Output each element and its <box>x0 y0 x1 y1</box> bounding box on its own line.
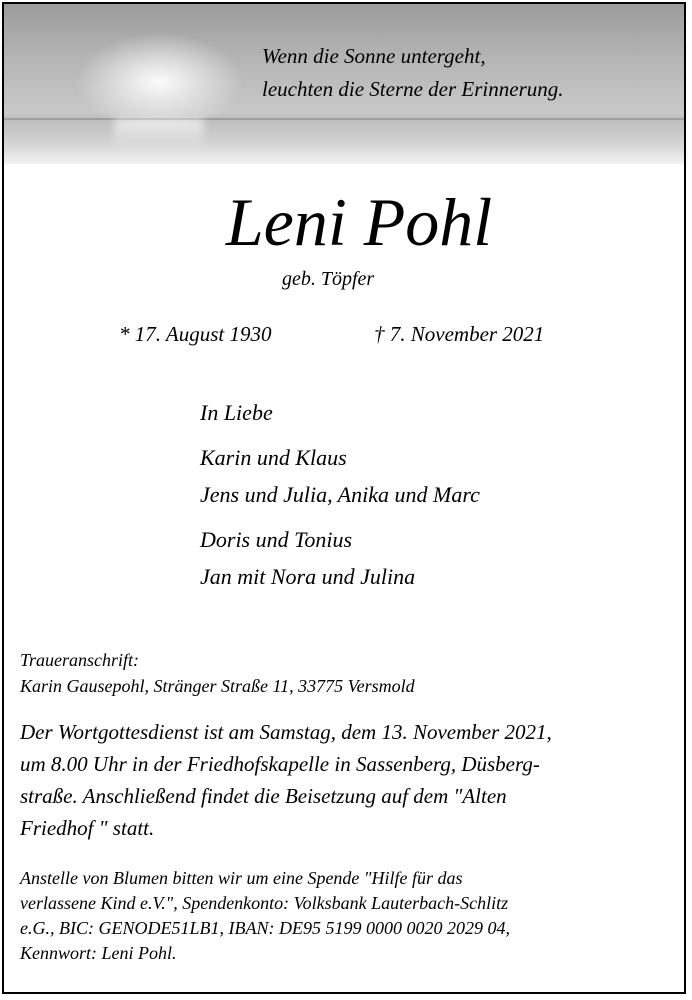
service-notice <box>20 716 676 844</box>
address-label: Traueranschrift: <box>20 650 140 670</box>
family-2-line-1: Doris und Tonius <box>200 527 353 552</box>
donation-line-1: Anstelle von Blumen bitten wir um eine Spende "Hilfe für das <box>20 868 463 888</box>
mourners-list <box>200 394 480 595</box>
service-line-4: Friedhof " statt. <box>20 816 155 840</box>
service-line-2: um 8.00 Uhr in der Friedhofskapelle in Sassenberg, Düsberg- <box>20 752 540 776</box>
family-1-line-2: Jens und Julia, Anika und Marc <box>200 482 480 507</box>
deceased-name: Leni Pohl <box>225 184 493 260</box>
sunset-sea-image <box>4 4 684 164</box>
donation-line-4: Kennwort: Leni Pohl. <box>20 943 177 963</box>
address-value: Karin Gausepohl, Stränger Straße 11, 33775 Versmold <box>20 676 415 696</box>
donation-line-2: verlassene Kind e.V.", Spendenkonto: Volksbank Lauterbach-Schlitz <box>20 893 509 913</box>
quote-line-1: Wenn die Sonne untergeht, <box>262 44 486 68</box>
service-line-3: straße. Anschließend findet die Beisetzung auf dem "Alten <box>20 784 507 808</box>
quote-line-2: leuchten die Sterne der Erinnerung. <box>262 77 564 101</box>
family-2-line-2: Jan mit Nora und Julina <box>200 564 416 589</box>
death-date: † 7. November 2021 <box>374 322 545 346</box>
family-1-line-1: Karin und Klaus <box>200 445 347 470</box>
donation-line-3: e.G., BIC: GENODE51LB1, IBAN: DE95 5199 0000 0020 2029 04, <box>20 918 510 938</box>
obituary-frame <box>2 2 686 994</box>
memorial-quote <box>262 40 564 106</box>
mourners-intro: In Liebe <box>200 400 273 425</box>
service-line-1: Der Wortgottesdienst ist am Samstag, dem 13. November 2021, <box>20 720 552 744</box>
sun-reflection <box>114 119 204 149</box>
birth-date: * 17. August 1930 <box>119 322 272 346</box>
horizon-line <box>4 118 684 120</box>
mourning-address <box>20 647 415 699</box>
maiden-name: geb. Töpfer <box>282 268 375 290</box>
donation-notice <box>20 866 680 966</box>
